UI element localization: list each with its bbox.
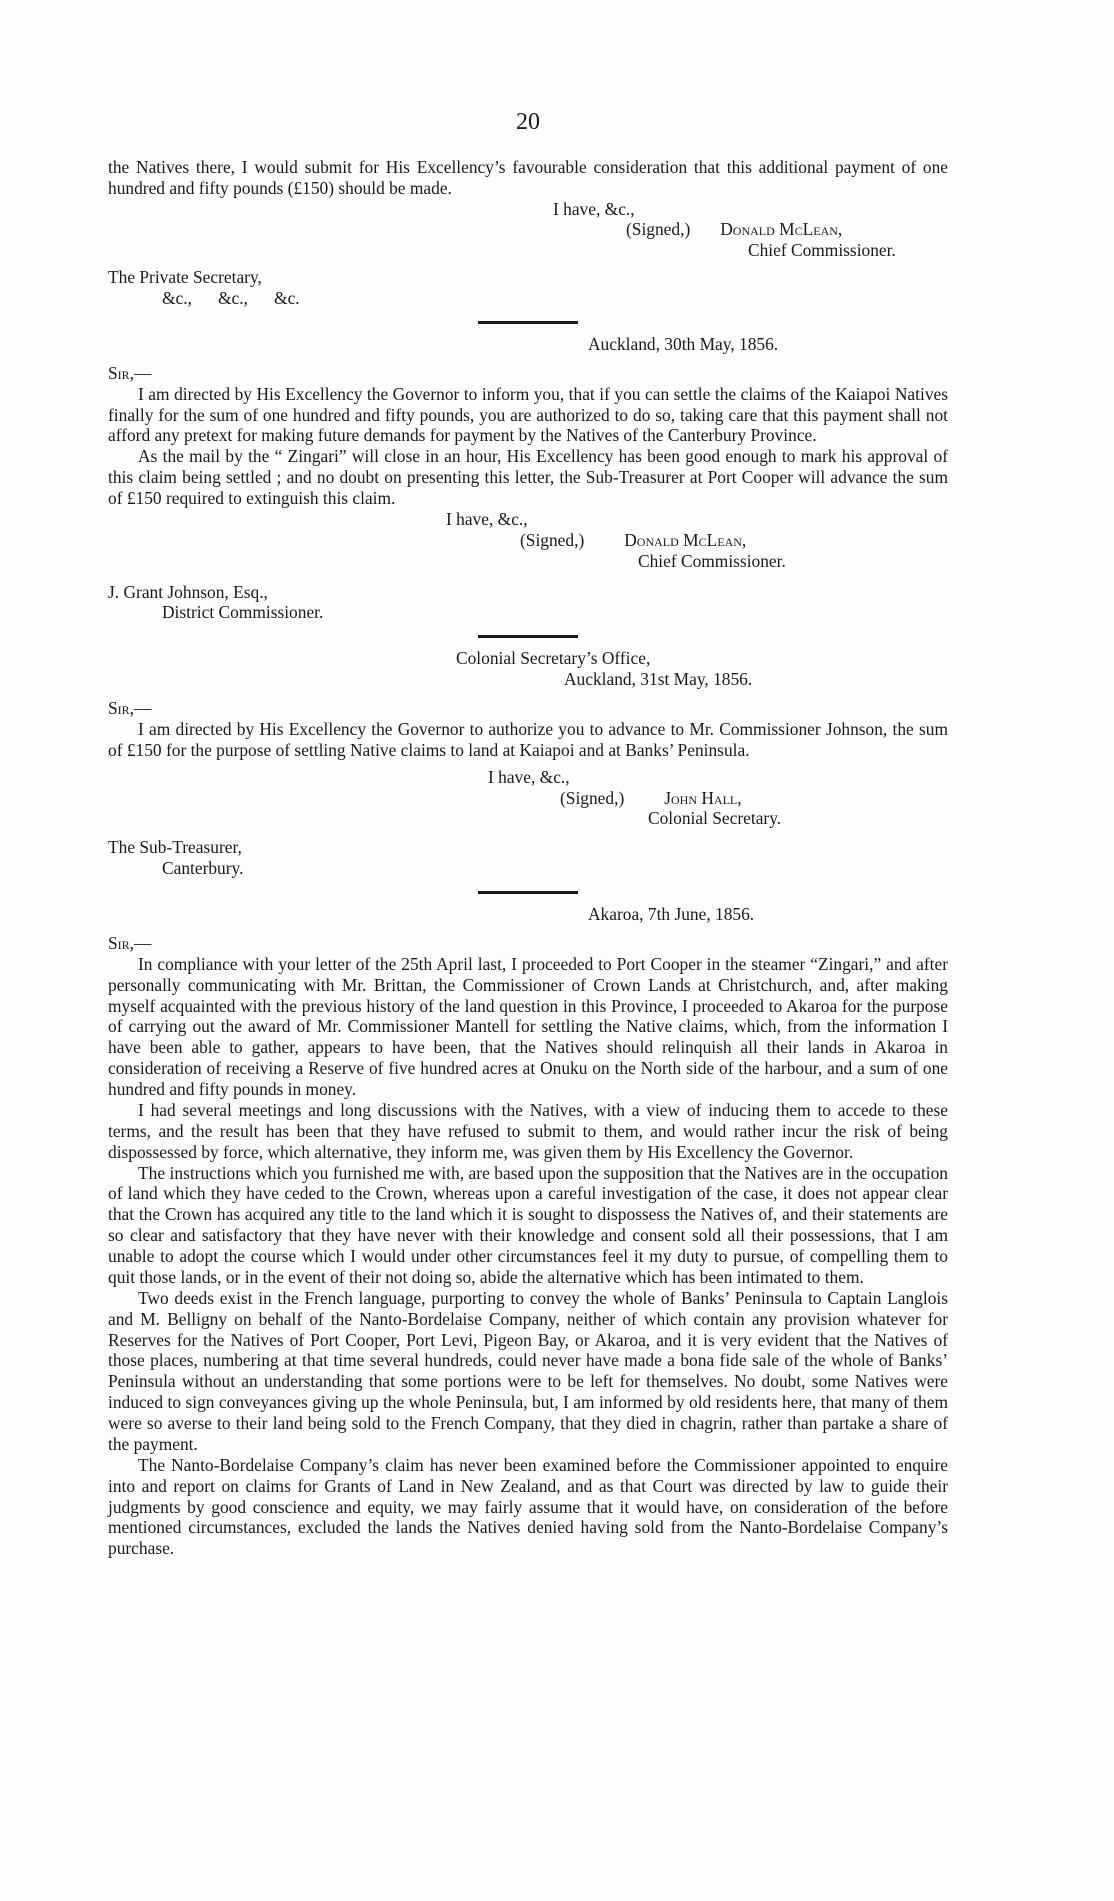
section-divider	[478, 321, 578, 324]
letter-2-signatory-name: Donald McLean,	[624, 529, 747, 550]
letter-1-paragraph: the Natives there, I would submit for His Excellency’s favourable consideration that this additional payment of one hundred and fifty pounds (£150) should be made.	[108, 156, 948, 198]
letter-2-closing: I have, &c.,	[446, 508, 528, 529]
letter-2	[108, 334, 948, 623]
letter-3-salutation: Sir,—	[108, 698, 152, 719]
letter-1-signatory-name: Donald McLean,	[720, 219, 843, 240]
letter-3-signed: (Signed,)	[560, 787, 625, 808]
letter-3-signatory-name: John Hall,	[664, 787, 742, 808]
letter-2-dateline: Auckland, 30th May, 1856.	[588, 333, 779, 354]
letter-4-salutation: Sir,—	[108, 932, 152, 953]
letter-3-closing: I have, &c.,	[488, 766, 570, 787]
letter-4-dateline: Akaroa, 7th June, 1856.	[588, 904, 755, 925]
letter-1-signatory-title: Chief Commissioner.	[748, 240, 896, 261]
letter-2-addressee: J. Grant Johnson, Esq.,	[108, 581, 268, 602]
letter-1	[108, 157, 948, 309]
letter-3-paragraph: I am directed by His Excellency the Governor to authorize you to advance to Mr. Commissioner Johnson, the sum of £150 for the purpose of settling Native claims to land at Kaiapoi and at Banks’ Peninsula.	[108, 718, 948, 760]
letter-4-paragraph: In compliance with your letter of the 25th April last, I proceeded to Port Cooper in the steamer “Zingari,” and after personally communicating with Mr. Brittan, the Commissioner of Crown Lands at Christchurch, and, after making myself acquainted with the previous history of the land question in this Province, I proceeded to Akaroa for the purpose of carrying out the award of Mr. Commissioner Mantell for settling the Native claims, which, from the information I have been able to gather, appears to have been, that the Natives should relinquish all their lands in Akaroa in consideration of receiving a Reserve of five hundred acres at Onuku on the North side of the harbour, and a sum of one hundred and fifty pounds in money.	[108, 953, 948, 1100]
letter-2-signature-line	[108, 530, 948, 551]
letter-3-dateline: Auckland, 31st May, 1856.	[564, 669, 753, 690]
letter-4	[108, 904, 948, 1559]
letter-3-addressee-place: Canterbury.	[162, 858, 244, 879]
letter-3-signatory-title: Colonial Secretary.	[648, 808, 782, 829]
section-divider	[478, 635, 578, 638]
letter-4-paragraph: I had several meetings and long discussions with the Natives, with a view of inducing them to accede to these terms, and the result has been that they have refused to submit to them, and would rather incur the risk of being dispossessed by force, which alternative, they inform me, was given them by His Excellency the Governor.	[108, 1099, 948, 1162]
letter-2-salutation: Sir,—	[108, 362, 152, 383]
letter-3-signature-line	[108, 788, 948, 809]
letter-4-paragraph: The instructions which you furnished me with, are based upon the supposition that the Natives are in the occupation of land which they have ceded to the Crown, whereas upon a careful investigation of the case, it does not appear clear that the Crown has acquired any title to the land which it is sought to dispossess the Natives of, and their statements are so clear and satisfactory that they have never with their knowledge and consent sold all their possessions, that I am unable to adopt the course which I would under other circumstances feel it my duty to pursue, of compelling them to quit those lands, or in the event of their not doing so, abide the alternative which has been intimated to them.	[108, 1162, 948, 1287]
letter-1-addressee-etc: &c., &c., &c.	[162, 288, 300, 309]
letter-3-office: Colonial Secretary’s Office,	[456, 648, 651, 669]
letter-1-addressee: The Private Secretary,	[108, 267, 262, 288]
letter-2-paragraph: As the mail by the “ Zingari” will close in an hour, His Excellency has been good enough to mark his approval of this claim being settled ; and no doubt on presenting this letter, the Sub-Treasurer at Port Cooper will advance the sum of £150 required to extinguish this claim.	[108, 446, 948, 509]
section-divider	[478, 891, 578, 894]
letter-2-signed: (Signed,)	[520, 529, 585, 550]
letter-1-signed: (Signed,)	[626, 219, 691, 240]
letter-3-addressee: The Sub-Treasurer,	[108, 837, 242, 858]
letter-1-signature-line	[108, 219, 948, 240]
letter-4-paragraph: Two deeds exist in the French language, purporting to convey the whole of Banks’ Peninsula to Captain Langlois and M. Belligny on behalf of the Nanto-Bordelaise Company, neither of which contain any provision whatever for Reserves for the Natives of Port Cooper, Port Levi, Pigeon Bay, or Akaroa, and it is very evident that the Natives of those places, numbering at that time several hundreds, could never have made a bona fide sale of the whole of Banks’ Peninsula without an understanding that some portions were to be left for themselves. No doubt, some Natives were induced to sign conveyances giving up the whole Peninsula, but, I am informed by old residents here, that many of them were so averse to their land being sold to the French Company, that they died in chagrin, rather than partake a share of the payment.	[108, 1287, 948, 1454]
letter-2-addressee-title: District Commissioner.	[162, 602, 324, 623]
letter-2-signatory-title: Chief Commissioner.	[638, 550, 786, 571]
letter-2-paragraph: I am directed by His Excellency the Governor to inform you, that if you can settle the claims of the Kaiapoi Natives finally for the sum of one hundred and fifty pounds, you are authorized to do so, taking care that this payment shall not afford any pretext for making future demands for payment by the Natives of the Canterbury Province.	[108, 383, 948, 446]
page-content	[108, 108, 948, 1559]
letter-3	[108, 648, 948, 879]
letter-4-paragraph: The Nanto-Bordelaise Company’s claim has never been examined before the Commissioner appointed to enquire into and report on claims for Grants of Land in New Zealand, and as that Court was directed by law to guide their judgments by good conscience and equity, we may fairly assume that it would have, on consideration of the before mentioned circumstances, excluded the lands the Natives denied having sold from the Nanto-Bordelaise Company’s purchase.	[108, 1454, 948, 1559]
page-number: 20	[516, 109, 540, 135]
letter-1-closing: I have, &c.,	[553, 198, 635, 219]
